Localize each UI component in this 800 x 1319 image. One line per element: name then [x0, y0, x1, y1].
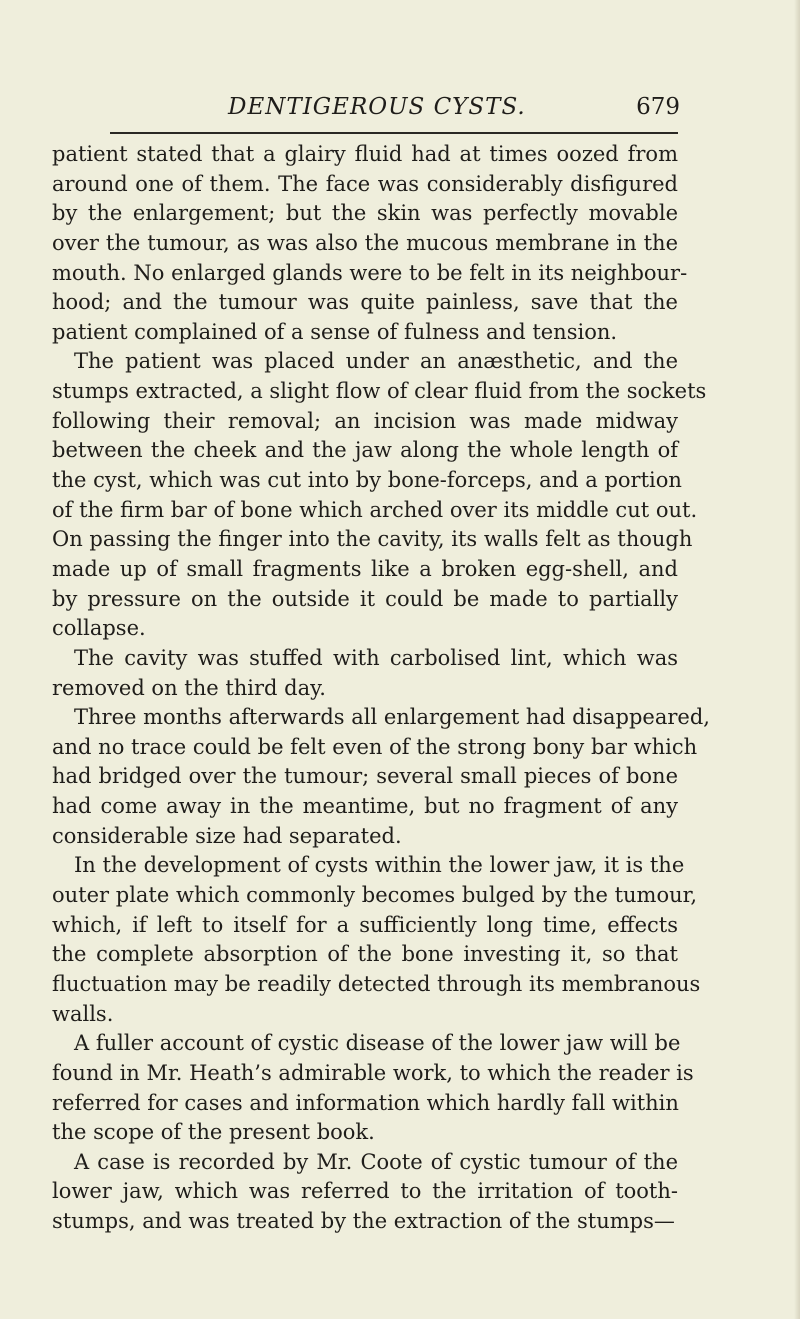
text-line: considerable size had separated.: [52, 823, 402, 848]
text-line: the scope of the present book.: [52, 1120, 375, 1145]
text-line: which, if left to itself for a sufficiently long time, effects: [52, 912, 678, 937]
text-line: removed on the third day.: [52, 675, 326, 700]
text-line: A case is recorded by Mr. Coote of cystic tumour of the: [74, 1149, 678, 1174]
text-line: the complete absorption of the bone investing it, so that: [52, 942, 678, 967]
text-line: between the cheek and the jaw along the whole length of: [52, 438, 678, 463]
text-line: patient complained of a sense of fulness and tension.: [52, 319, 618, 344]
text-line: fluctuation may be readily detected through its membranous: [52, 971, 701, 996]
text-line: following their removal; an incision was made midway: [52, 408, 678, 433]
text-line: walls.: [52, 1001, 114, 1026]
text-line: A fuller account of cystic disease of the lower jaw will be: [74, 1031, 681, 1056]
page-number: 679: [636, 94, 680, 120]
text-line: outer plate which commonly becomes bulged by the tumour,: [52, 883, 698, 908]
text-line: by pressure on the outside it could be made to partially: [52, 586, 678, 611]
text-line: patient stated that a glairy fluid had at times oozed from: [52, 142, 678, 166]
text-line: had bridged over the tumour; several small pieces of bone: [52, 764, 678, 789]
text-line: the cyst, which was cut into by bone-forceps, and a portion: [52, 468, 682, 493]
text-line: lower jaw, which was referred to the irritation of tooth-: [52, 1179, 678, 1204]
page-edge: [794, 0, 800, 1319]
text-line: over the tumour, as was also the mucous membrane in the: [52, 230, 678, 255]
text-line: hood; and the tumour was quite painless, save that the: [52, 290, 678, 315]
text-line: made up of small fragments like a broken egg-shell, and: [52, 556, 678, 581]
text-line: In the development of cysts within the lower jaw, it is the: [74, 853, 685, 878]
running-title: DENTIGEROUS CYSTS.: [228, 94, 526, 120]
text-line: On passing the finger into the cavity, its walls felt as though: [52, 527, 693, 552]
text-line: Three months afterwards all enlargement had disappeared,: [74, 705, 710, 730]
text-line: and no trace could be felt even of the strong bony bar which: [52, 734, 698, 759]
body-text: [52, 140, 710, 1237]
text-line: stumps, and was treated by the extraction of the stumps—: [52, 1209, 675, 1234]
text-line: The patient was placed under an anæsthetic, and the: [74, 349, 678, 374]
header-rule: [110, 132, 678, 134]
text-line: collapse.: [52, 616, 146, 641]
text-line: stumps extracted, a slight flow of clear fluid from the sockets: [52, 379, 707, 404]
page-header: [180, 94, 680, 128]
text-line: referred for cases and information which hardly fall within: [52, 1090, 679, 1115]
text-line: by the enlargement; but the skin was perfectly movable: [52, 201, 678, 226]
text-line: had come away in the meantime, but no fragment of any: [52, 794, 678, 819]
text-line: mouth. No enlarged glands were to be felt in its neighbour-: [52, 260, 688, 285]
text-line: The cavity was stuffed with carbolised lint, which was: [74, 645, 678, 670]
text-line: of the firm bar of bone which arched over its middle cut out.: [52, 497, 698, 522]
text-line: found in Mr. Heath’s admirable work, to which the reader is: [52, 1060, 694, 1085]
text-line: around one of them. The face was considerably disfigured: [52, 171, 678, 196]
